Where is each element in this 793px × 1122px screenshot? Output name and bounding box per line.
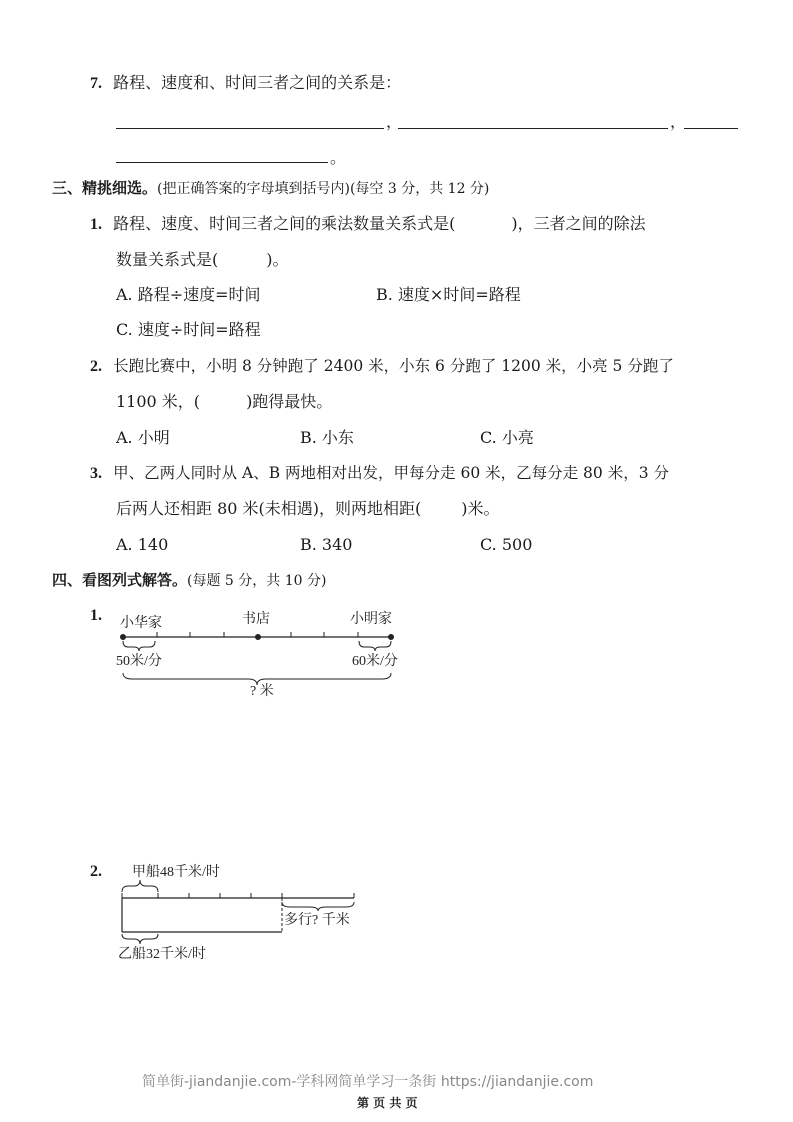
section-4-heading: [52, 570, 326, 591]
home-xiaoming-label: 小明家: [350, 612, 392, 627]
question-text: 甲、乙两人同时从 A、B 两地相对出发，甲每分走 60 米，乙每分走 80 米，3 分: [113, 464, 669, 482]
watermark-footer: 简单街-jiandanjie.com-学科网简单学习一条街 https://jiandanjie.com: [142, 1074, 594, 1090]
question-text: 路程、速度、时间三者之间的乘法数量关系式是(: [113, 214, 456, 233]
answer-blank-4[interactable]: [116, 162, 328, 163]
s3-question-3-line-1: [90, 463, 669, 484]
period: 。: [330, 148, 347, 167]
option-b[interactable]: B. 速度×时间=路程: [376, 285, 521, 304]
boat-b-label: 乙船32千米/时: [118, 947, 206, 962]
option-c[interactable]: C. 小亮: [480, 428, 534, 447]
option-b[interactable]: B. 小东: [300, 428, 354, 447]
answer-blank-1[interactable]: [116, 128, 384, 129]
question-7: [90, 73, 401, 94]
section-title: 四、看图列式解答。: [52, 571, 188, 589]
right-speed-label: 60米/分: [352, 654, 398, 669]
question-text: 数量关系式是(: [116, 250, 219, 269]
question-text: 1100 米，(: [116, 392, 201, 411]
line-diagram-figure: [110, 605, 410, 705]
home-xiaohua-label: 小华家: [120, 616, 162, 631]
question-text: )米。: [461, 499, 500, 518]
bookstore-label: 书店: [242, 612, 270, 627]
total-distance-label: ? 米: [250, 684, 274, 699]
question-number: 2.: [90, 863, 102, 880]
s3-question-2-line-1: [90, 356, 674, 377]
boat-a-label: 甲船48千米/时: [132, 865, 220, 880]
question-number: 2.: [90, 358, 102, 375]
s3-question-1-line-1: [90, 214, 646, 235]
option-a[interactable]: A. 路程÷速度=时间: [116, 285, 261, 304]
left-speed-label: 50米/分: [116, 654, 162, 669]
question-number: 7.: [90, 75, 102, 92]
option-a[interactable]: A. 小明: [116, 428, 170, 447]
option-c[interactable]: C. 500: [480, 535, 533, 554]
section-3-heading: [52, 178, 489, 199]
s3-question-2-line-2: [116, 392, 332, 412]
question-text: 长跑比赛中，小明 8 分钟跑了 2400 米，小东 6 分跑了 1200 米，小亮 5 分跑了: [113, 357, 674, 375]
question-text: )，三者之间的除法: [511, 214, 646, 233]
page-number: 第 页 共 页: [357, 1096, 418, 1110]
boat-diagram-figure: [114, 858, 364, 968]
option-b[interactable]: B. 340: [300, 535, 353, 554]
extra-distance-label: 多行? 千米: [284, 913, 350, 928]
separator-comma: ，: [386, 112, 403, 131]
question-text: 路程、速度和、时间三者之间的关系是：: [113, 73, 402, 92]
question-text: )。: [266, 250, 289, 269]
question-number: 1.: [90, 607, 102, 624]
separator-comma: ，: [670, 112, 687, 131]
section-note: (每题 5 分，共 10 分): [187, 573, 327, 589]
answer-blank-3[interactable]: [684, 128, 738, 129]
answer-blank-2[interactable]: [398, 128, 668, 129]
question-text: )跑得最快。: [246, 392, 333, 411]
section-note: (把正确答案的字母填到括号内)(每空 3 分，共 12 分): [157, 181, 490, 197]
s3-question-3-line-2: [116, 499, 500, 519]
option-c[interactable]: C. 速度÷时间=路程: [116, 320, 261, 339]
question-text: 后两人还相距 80 米(未相遇)，则两地相距(: [116, 499, 422, 518]
question-number: 1.: [90, 216, 102, 233]
end-dot: [388, 634, 394, 640]
question-number: 3.: [90, 465, 102, 482]
s3-question-1-line-2: [116, 250, 289, 270]
section-title: 三、精挑细选。: [52, 179, 158, 197]
mid-dot: [255, 634, 261, 640]
start-dot: [120, 634, 126, 640]
option-a[interactable]: A. 140: [116, 535, 169, 554]
